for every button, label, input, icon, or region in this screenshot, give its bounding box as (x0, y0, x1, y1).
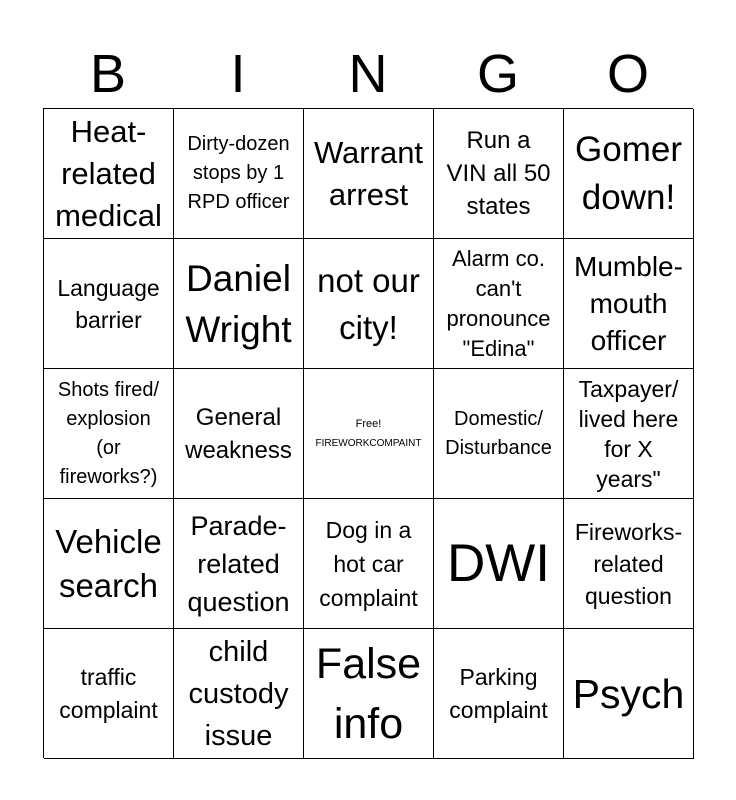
bingo-cell[interactable] (434, 109, 564, 239)
cell-text: Parade- related question (187, 510, 290, 617)
bingo-cell[interactable] (44, 239, 174, 369)
bingo-cell[interactable] (44, 109, 174, 239)
bingo-cell[interactable] (434, 629, 564, 759)
bingo-cell[interactable] (434, 499, 564, 629)
bingo-cell[interactable] (174, 239, 304, 369)
free-space-subtitle: FIREWORKCOMPAINT (315, 437, 422, 449)
bingo-cell[interactable] (564, 239, 694, 369)
cell-text: child custody issue (188, 635, 289, 752)
cell-text: Gomer down! (575, 129, 682, 217)
cell-text: Dog in a hot car complaint (319, 516, 418, 611)
bingo-cell[interactable] (174, 499, 304, 629)
cell-text: Mumble- mouth officer (574, 251, 683, 356)
bingo-cell[interactable] (434, 239, 564, 369)
cell-text: Heat- related medical (55, 113, 162, 233)
bingo-cell[interactable] (44, 629, 174, 759)
cell-text: Warrant arrest (313, 134, 424, 212)
cell-text: traffic complaint (59, 663, 158, 723)
bingo-cell[interactable] (174, 369, 304, 499)
bingo-cell[interactable] (304, 109, 434, 239)
bingo-cell[interactable] (564, 109, 694, 239)
cell-text: Run a VIN all 50 states (446, 127, 551, 220)
bingo-cell[interactable] (304, 499, 434, 629)
header-letter-i: I (230, 44, 246, 104)
bingo-cell[interactable] (304, 239, 434, 369)
cell-text: Shots fired/ explosion (or fireworks?) (57, 378, 160, 488)
cell-text: Daniel Wright (185, 257, 292, 350)
cell-text: Vehicle search (55, 522, 162, 604)
bingo-cell[interactable] (44, 369, 174, 499)
cell-text: False info (315, 639, 422, 748)
cell-text: Language barrier (57, 274, 160, 333)
header-letter-b: B (89, 44, 127, 104)
bingo-board (43, 108, 693, 758)
cell-text: Domestic/ Disturbance (445, 407, 552, 459)
header-letter-o: O (606, 44, 649, 104)
header-letter-n: N (348, 44, 388, 104)
bingo-cell[interactable] (174, 629, 304, 759)
bingo-cell[interactable] (564, 369, 694, 499)
cell-text: DWI (446, 533, 551, 593)
bingo-cell[interactable] (564, 629, 694, 759)
cell-text: Parking complaint (449, 663, 548, 723)
free-space[interactable] (304, 369, 434, 499)
cell-text: not our city! (317, 261, 420, 346)
bingo-cell[interactable] (174, 109, 304, 239)
bingo-cell[interactable] (564, 499, 694, 629)
bingo-header (43, 40, 693, 108)
cell-text: Dirty-dozen stops by 1 RPD officer (187, 133, 290, 213)
cell-text: General weakness (185, 403, 292, 464)
cell-text: Psych (572, 670, 685, 717)
bingo-cell[interactable] (44, 499, 174, 629)
bingo-cell[interactable] (434, 369, 564, 499)
cell-text: Alarm co. can't pronounce "Edina" (446, 245, 551, 361)
free-space-label: Free! (355, 417, 382, 430)
header-letter-g: G (476, 44, 519, 104)
cell-text: Taxpayer/ lived here for X years" (578, 375, 679, 492)
cell-text: Fireworks- related question (574, 518, 683, 609)
bingo-cell[interactable] (304, 629, 434, 759)
